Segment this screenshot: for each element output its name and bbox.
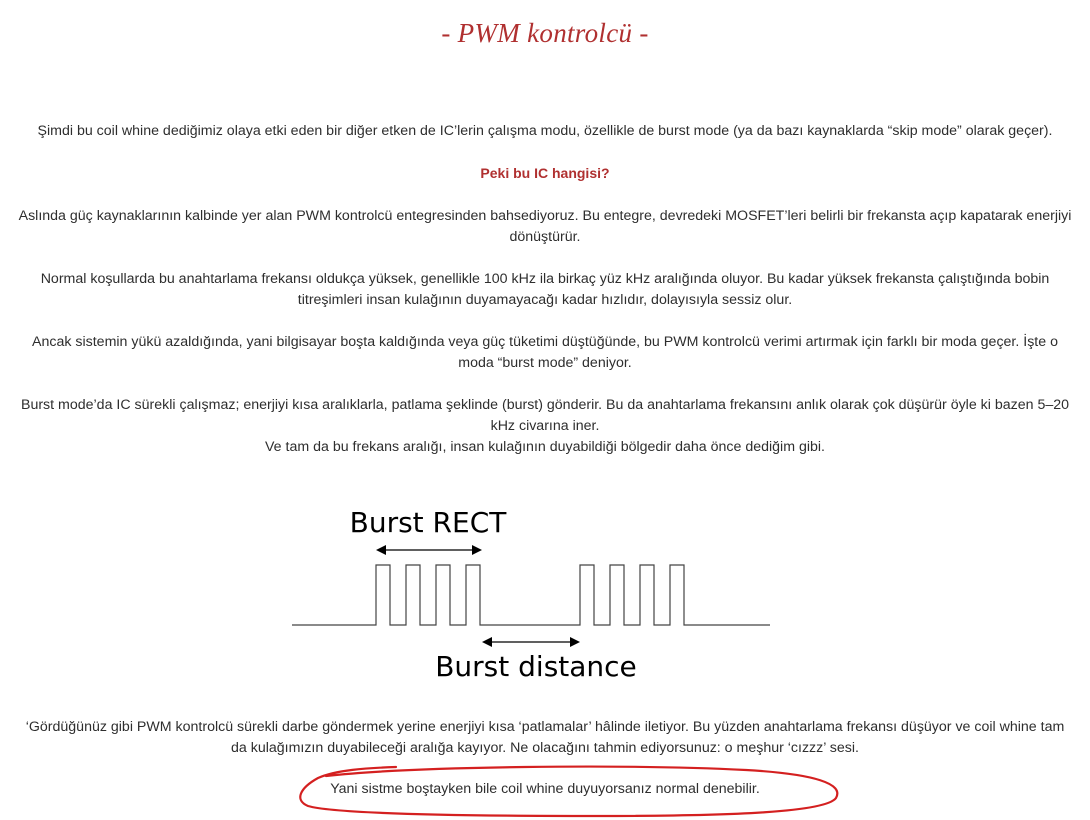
paragraph-1-line-1: Aslında güç kaynaklarının kalbinde yer alan PWM kontrolcü entegresinden bahsediyoruz. Bu entegre, devredeki MOSFET’leri belirli bir frekansta açıp kapatarak enerjiyi xyxy=(18,208,1072,224)
paragraph-3-line-2: moda “burst mode” deniyor. xyxy=(458,355,632,371)
paragraph-4-line-2: kHz civarına iner. xyxy=(490,418,600,434)
burst-rect-label: Burst RECT xyxy=(349,506,507,539)
burst-distance-arrow xyxy=(482,637,580,647)
paragraph-5-line-1: ‘Gördüğünüz gibi PWM kontrolcü sürekli darbe göndermek yerine enerjiyi kısa ‘patlamalar’ hâlinde iletiyor. Bu yüzden anahtarlama frekansı düşüyor ve coil whine tam xyxy=(25,719,1065,735)
paragraph-2-line-1: Normal koşullarda bu anahtarlama frekansı oldukça yüksek, genellikle 100 kHz ila birkaç yüz kHz aralığında oluyor. Bu kadar yüksek frekansta çalıştığında bobin xyxy=(40,271,1050,287)
paragraph-2-line-2: titreşimleri insan kulağının duyamayacağı kadar hızlıdır, dolayısıyla sessiz olur. xyxy=(297,292,793,308)
burst-mode-diagram xyxy=(0,480,1090,700)
paragraph-4-line-1: Burst mode’da IC sürekli çalışmaz; enerjiyi kısa aralıklarla, patlama şeklinde (burst) gönderir. Bu da anahtarlama frekansını anlık olarak çok düşürür öyle ki bazen 5–20 xyxy=(20,397,1070,413)
burst-rect-arrow xyxy=(376,545,482,555)
question-heading: Peki bu IC hangisi? xyxy=(480,165,610,181)
page-title: - PWM kontrolcü - xyxy=(441,18,649,48)
paragraph-5-line-2: da kulağımızın duyabileceği aralığa kayıyor. Ne olacağını tahmin ediyorsunuz: o meşhur ‘cızzz’ sesi. xyxy=(231,740,859,756)
paragraph-3-line-1: Ancak sistemin yükü azaldığında, yani bilgisayar boşta kaldığında veya güç tüketimi düştüğünde, bu PWM kontrolcü verimi artırmak için farklı bir moda geçer. İşte o xyxy=(32,334,1058,350)
intro-paragraph: Şimdi bu coil whine dediğimiz olaya etki eden bir diğer etken de IC’lerin çalışma modu, özellikle de burst mode (ya da bazı kaynaklarda “skip mode” olarak geçer). xyxy=(37,123,1053,139)
burst-distance-label: Burst distance xyxy=(435,650,637,683)
highlight-note: Yani sistme boştayken bile coil whine duyuyorsanız normal denebilir. xyxy=(330,781,760,797)
pwm-waveform xyxy=(292,565,770,625)
paragraph-4-line-3: Ve tam da bu frekans aralığı, insan kulağının duyabildiği bölgedir daha önce dediğim gibi. xyxy=(265,439,825,455)
paragraph-1-line-2: dönüştürür. xyxy=(509,229,581,245)
